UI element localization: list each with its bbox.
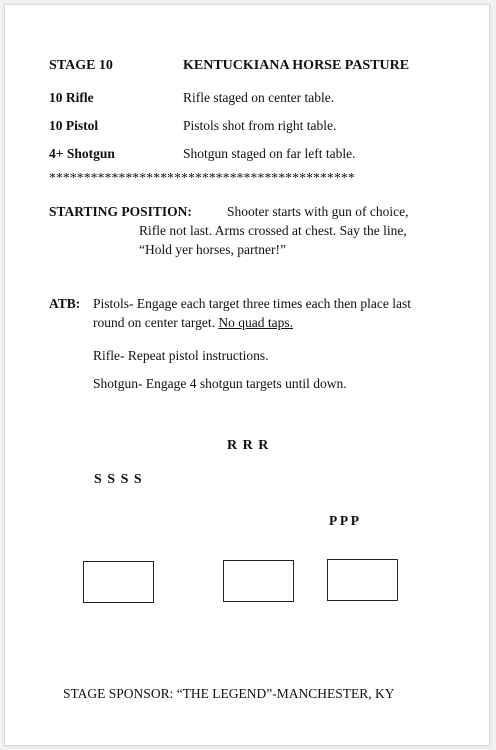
stage-title: KENTUCKIANA HORSE PASTURE	[183, 58, 410, 73]
center-table	[223, 560, 294, 602]
pistol-targets: P P P	[329, 513, 359, 528]
pistol-count: 10 Pistol	[49, 118, 99, 133]
atb-line-1: Pistols- Engage each target three times each then place last	[93, 296, 412, 311]
shotgun-desc: Shotgun staged on far left table.	[183, 146, 356, 161]
atb-line-2	[93, 315, 293, 331]
shotgun-instructions: Shotgun- Engage 4 shotgun targets until down.	[93, 376, 347, 391]
right-table	[327, 559, 398, 601]
shotgun-targets: S S S S	[94, 472, 142, 487]
pistol-desc: Pistols shot from right table.	[183, 118, 337, 133]
stage-number: STAGE 10	[49, 58, 113, 73]
rifle-count: 10 Rifle	[49, 90, 94, 105]
left-table	[83, 561, 154, 603]
no-quad-taps: No quad taps.	[218, 315, 293, 330]
starting-line-2: Rifle not last. Arms crossed at chest. Say the line,	[139, 223, 407, 238]
starting-line-1: Shooter starts with gun of choice,	[227, 204, 409, 219]
stage-sheet	[4, 4, 490, 746]
atb-line-2-text: round on center target.	[93, 315, 219, 330]
rifle-targets: R R R	[227, 438, 269, 453]
atb-label: ATB:	[49, 296, 81, 311]
rifle-instructions: Rifle- Repeat pistol instructions.	[93, 348, 269, 363]
starting-line-3: “Hold yer horses, partner!”	[139, 242, 286, 257]
stage-sponsor: STAGE SPONSOR: “THE LEGEND”-MANCHESTER, KY	[63, 686, 395, 701]
shotgun-count: 4+ Shotgun	[49, 146, 115, 161]
asterisk-divider: ********************************************	[49, 170, 355, 185]
starting-position-label: STARTING POSITION:	[49, 204, 192, 219]
rifle-desc: Rifle staged on center table.	[183, 90, 335, 105]
